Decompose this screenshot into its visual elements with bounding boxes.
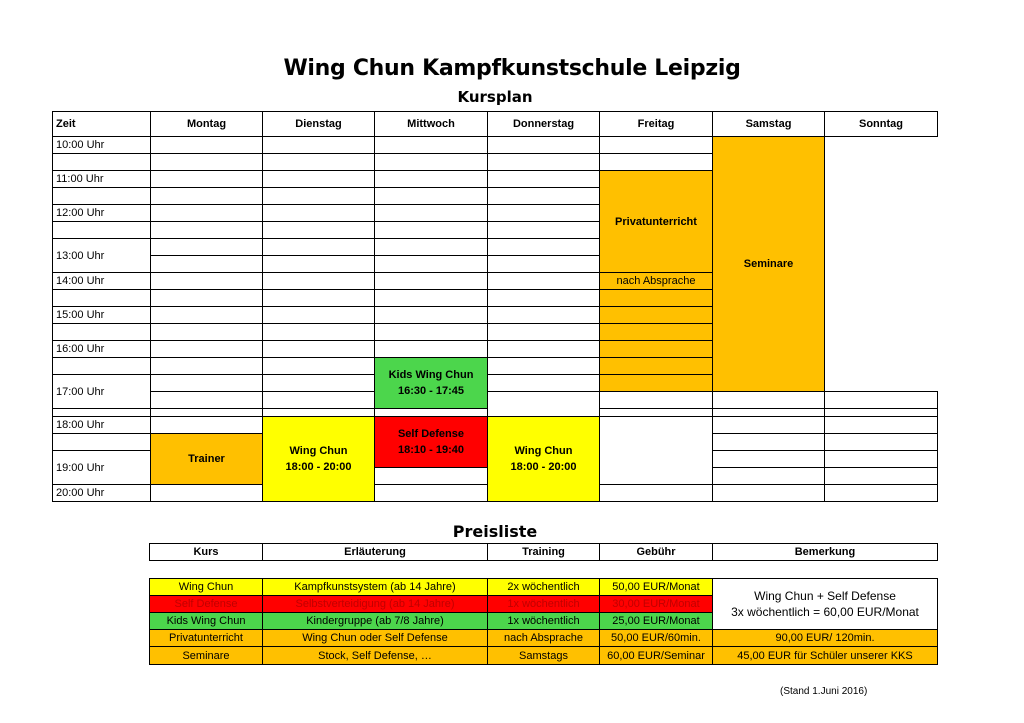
- time-cell: [52, 153, 151, 171]
- price-cell: Samstags: [487, 646, 600, 665]
- schedule-cell: [150, 340, 263, 358]
- kids-time: 16:30 - 17:45: [397, 385, 465, 397]
- price-header: Training: [487, 543, 600, 561]
- schedule-cell: [374, 187, 488, 205]
- schedule-cell: [487, 374, 600, 392]
- schedule-cell: [150, 357, 263, 375]
- privat-slot: [599, 306, 713, 324]
- price-cell: Selbstverteidigung (ab 14 Jahre): [262, 595, 488, 613]
- sd-title: Self Defense: [397, 428, 464, 440]
- schedule-cell: [374, 153, 488, 171]
- time-label: 11:00 Uhr: [52, 170, 151, 188]
- kids-wing-chun-block: [374, 357, 488, 409]
- time-label: 15:00 Uhr: [52, 306, 151, 324]
- combo-line-1: Wing Chun + Self Defense: [754, 589, 896, 603]
- schedule-cell: [487, 357, 600, 375]
- schedule-cell: [712, 467, 825, 485]
- wing-chun-dienstag-block: [262, 416, 375, 502]
- price-cell: 30,00 EUR/Monat: [599, 595, 713, 613]
- wc-title: Wing Chun: [289, 445, 348, 457]
- schedule-cell: [487, 204, 600, 222]
- wc2-time: 18:00 - 20:00: [510, 461, 577, 473]
- schedule-cell: [487, 187, 600, 205]
- price-header: Kurs: [149, 543, 263, 561]
- price-cell: Stock, Self Defense, …: [262, 646, 488, 665]
- price-cell: Kids Wing Chun: [149, 612, 263, 630]
- trainer-block: Trainer: [150, 433, 263, 485]
- stand-date: (Stand 1.Juni 2016): [780, 686, 868, 697]
- schedule-cell: [374, 255, 488, 273]
- schedule-cell: [824, 484, 938, 502]
- combo-remark: [712, 578, 938, 630]
- schedule-cell: [374, 306, 488, 324]
- schedule-cell: [599, 408, 713, 417]
- schedule-cell: [150, 255, 263, 273]
- schedule-cell: [262, 187, 375, 205]
- schedule-cell: [262, 306, 375, 324]
- price-list-title: Preisliste: [452, 522, 538, 541]
- header-zeit: Zeit: [52, 111, 151, 137]
- time-label: 16:00 Uhr: [52, 340, 151, 358]
- schedule-cell: [374, 221, 488, 239]
- privat-slot: [599, 374, 713, 392]
- schedule-cell: [150, 221, 263, 239]
- price-remark: 90,00 EUR/ 120min.: [712, 629, 938, 647]
- price-cell: 2x wöchentlich: [487, 578, 600, 596]
- schedule-cell: [712, 391, 825, 409]
- time-cell: [52, 433, 151, 451]
- schedule-cell: [487, 221, 600, 239]
- schedule-cell: [712, 416, 825, 434]
- schedule-cell: [599, 153, 713, 171]
- page-title: Wing Chun Kampfkunstschule Leipzig: [283, 56, 741, 81]
- schedule-cell: [374, 170, 488, 188]
- schedule-cell: [262, 255, 375, 273]
- schedule-cell: [487, 306, 600, 324]
- header-day: Mittwoch: [374, 111, 488, 137]
- schedule-cell: [262, 391, 375, 409]
- schedule-cell: [262, 238, 375, 256]
- privatunterricht-block: Privatunterricht: [599, 170, 713, 273]
- time-cell: [52, 323, 151, 341]
- price-cell: 50,00 EUR/Monat: [599, 578, 713, 596]
- price-header: Gebühr: [599, 543, 713, 561]
- price-cell: nach Absprache: [487, 629, 600, 647]
- schedule-cell: [487, 255, 600, 273]
- kids-title: Kids Wing Chun: [388, 369, 474, 381]
- price-cell: Wing Chun oder Self Defense: [262, 629, 488, 647]
- price-cell: 1x wöchentlich: [487, 612, 600, 630]
- price-cell: 50,00 EUR/60min.: [599, 629, 713, 647]
- schedule-cell: [150, 136, 263, 154]
- schedule-cell: [374, 289, 488, 307]
- time-label: 10:00 Uhr: [52, 136, 151, 154]
- schedule-cell: [599, 136, 713, 154]
- header-day: Montag: [150, 111, 263, 137]
- time-label: 13:00 Uhr: [52, 238, 151, 273]
- schedule-cell: [374, 484, 488, 502]
- schedule-cell: [150, 238, 263, 256]
- time-label: 18:00 Uhr: [52, 416, 151, 434]
- schedule-cell: [487, 170, 600, 188]
- price-cell: Kindergruppe (ab 7/8 Jahre): [262, 612, 488, 630]
- wc-time: 18:00 - 20:00: [285, 461, 352, 473]
- schedule-cell: [150, 170, 263, 188]
- schedule-cell: [150, 289, 263, 307]
- schedule-cell: [487, 238, 600, 256]
- schedule-cell: [712, 450, 825, 468]
- schedule-cell: [824, 416, 938, 434]
- header-day: Dienstag: [262, 111, 375, 137]
- schedule-cell: [150, 272, 263, 290]
- time-label: 12:00 Uhr: [52, 204, 151, 222]
- schedule-cell: [487, 323, 600, 341]
- self-defense-block: [374, 416, 488, 468]
- time-cell: [52, 357, 151, 375]
- schedule-cell: [824, 467, 938, 485]
- schedule-cell: [150, 153, 263, 171]
- schedule-subtitle: Kursplan: [457, 88, 533, 106]
- schedule-cell: [374, 272, 488, 290]
- schedule-cell: [262, 221, 375, 239]
- header-day: Donnerstag: [487, 111, 600, 137]
- sd-time: 18:10 - 19:40: [397, 444, 465, 456]
- seminare-block: Seminare: [712, 136, 825, 392]
- schedule-cell: [374, 204, 488, 222]
- schedule-cell: [599, 484, 713, 502]
- schedule-cell: [824, 391, 938, 409]
- wc2-title: Wing Chun: [514, 445, 573, 457]
- schedule-cell: [262, 204, 375, 222]
- schedule-cell: [150, 306, 263, 324]
- schedule-cell: [487, 153, 600, 171]
- schedule-cell: [262, 136, 375, 154]
- nach-absprache-cell: nach Absprache: [599, 272, 713, 290]
- schedule-cell: [262, 153, 375, 171]
- time-cell: [52, 289, 151, 307]
- privat-slot: [599, 357, 713, 375]
- time-cell: [52, 221, 151, 239]
- price-cell: 1x wöchentlich: [487, 595, 600, 613]
- schedule-cell: [150, 204, 263, 222]
- schedule-cell: [150, 374, 263, 392]
- schedule-cell: [262, 340, 375, 358]
- schedule-cell: [374, 323, 488, 341]
- schedule-cell: [150, 187, 263, 205]
- schedule-cell: [712, 484, 825, 502]
- privat-slot: [599, 323, 713, 341]
- schedule-cell: [262, 323, 375, 341]
- price-cell: Privatunterricht: [149, 629, 263, 647]
- privat-slot: [599, 340, 713, 358]
- schedule-cell: [262, 374, 375, 392]
- schedule-cell: [374, 136, 488, 154]
- schedule-cell: [150, 416, 263, 434]
- schedule-cell: [487, 136, 600, 154]
- schedule-cell: [262, 357, 375, 375]
- schedule-cell: [712, 433, 825, 451]
- price-cell: Self Defense: [149, 595, 263, 613]
- price-cell: 60,00 EUR/Seminar: [599, 646, 713, 665]
- schedule-cell: [599, 391, 713, 409]
- schedule-cell: [374, 340, 488, 358]
- schedule-cell: [262, 272, 375, 290]
- schedule-cell: [150, 323, 263, 341]
- header-day: Freitag: [599, 111, 713, 137]
- wing-chun-donnerstag-block: [487, 416, 600, 502]
- schedule-cell: [487, 272, 600, 290]
- schedule-cell: [150, 484, 263, 502]
- schedule-cell: [262, 289, 375, 307]
- time-label: 17:00 Uhr: [52, 374, 151, 409]
- header-day: Sonntag: [824, 111, 938, 137]
- price-cell: Seminare: [149, 646, 263, 665]
- schedule-cell: [262, 170, 375, 188]
- price-cell: 25,00 EUR/Monat: [599, 612, 713, 630]
- schedule-cell: [374, 467, 488, 485]
- price-header: Erläuterung: [262, 543, 488, 561]
- schedule-cell: [374, 238, 488, 256]
- schedule-cell: [824, 450, 938, 468]
- time-label: 19:00 Uhr: [52, 450, 151, 485]
- header-day: Samstag: [712, 111, 825, 137]
- price-remark: 45,00 EUR für Schüler unserer KKS: [712, 646, 938, 665]
- time-label: 20:00 Uhr: [52, 484, 151, 502]
- price-header: Bemerkung: [712, 543, 938, 561]
- privat-slot: [599, 289, 713, 307]
- combo-line-2: 3x wöchentlich = 60,00 EUR/Monat: [731, 605, 919, 619]
- price-cell: Wing Chun: [149, 578, 263, 596]
- price-cell: Kampfkunstsystem (ab 14 Jahre): [262, 578, 488, 596]
- schedule-cell: [824, 433, 938, 451]
- schedule-cell: [150, 391, 263, 409]
- time-label: 14:00 Uhr: [52, 272, 151, 290]
- schedule-cell: [487, 289, 600, 307]
- schedule-cell: [487, 340, 600, 358]
- time-cell: [52, 187, 151, 205]
